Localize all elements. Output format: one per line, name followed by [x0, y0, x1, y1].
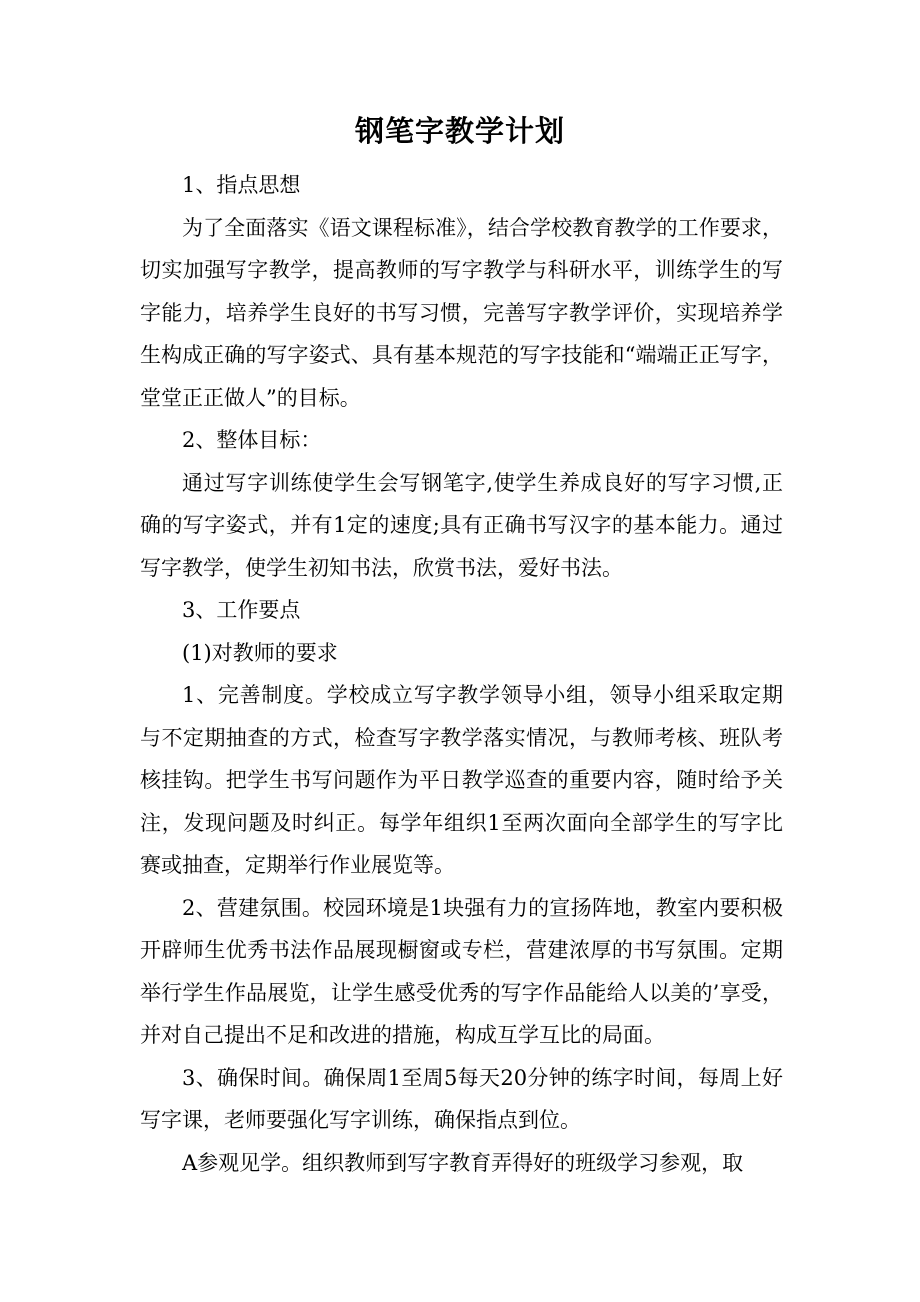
paragraph-ensure-time: 3、确保时间。确保周1至周5每天20分钟的练字时间，每周上好写字课，老师要强化写字训练，确保指点到位。 — [140, 1065, 783, 1132]
document-body — [140, 164, 783, 1184]
section-heading-guiding-thought: 1、指点思想 — [182, 173, 301, 197]
section-heading-work-points: 3、工作要点 — [182, 598, 301, 622]
section-heading-overall-goal: 2、整体目标： — [182, 428, 322, 452]
paragraph-overall-goal: 通过写字训练使学生会写钢笔字,使学生养成良好的写字习惯,正确的写字姿式，并有1定的速度;具有正确书写汉字的基本能力。通过写字教学，使学生初知书法，欣赏书法，爱好书法。 — [140, 470, 783, 580]
document-title: 钢笔字教学计划 — [354, 114, 565, 148]
paragraph-build-atmosphere: 2、营建氛围。校园环境是1块强有力的宣扬阵地，教室内要积极开辟师生优秀书法作品展现橱窗或专栏，营建浓厚的书写氛围。定期举行学生作品展览，让学生感受优秀的写字作品能给人以美的’享受，并对自己提出不足和改进的措施，构成互学互比的局面。 — [140, 895, 783, 1047]
paragraph-visit-learning: A参观见学。组织教师到写字教育弄得好的班级学习参观，取 — [182, 1150, 744, 1175]
paragraph-guiding-thought: 为了全面落实《语文课程标准》，结合学校教育教学的工作要求，切实加强写字教学，提高教师的写字教学与科研水平，训练学生的写字能力，培养学生良好的书写习惯，完善写字教学评价，实现培养学生构成正确的写字姿式、具有基本规范的写字技能和“端端正正写字，堂堂正正做人”的目标。 — [140, 215, 783, 410]
paragraph-improve-system: 1、完善制度。学校成立写字教学领导小组，领导小组采取定期与不定期抽查的方式，检查写字教学落实情况，与教师考核、班队考核挂钩。把学生书写问题作为平日教学巡查的重要内容，随时给予关注，发现问题及时纠正。每学年组织1至两次面向全部学生的写字比赛或抽查，定期举行作业展览等。 — [140, 683, 783, 877]
subheading-teacher-requirements: (1)对教师的要求 — [182, 640, 338, 665]
